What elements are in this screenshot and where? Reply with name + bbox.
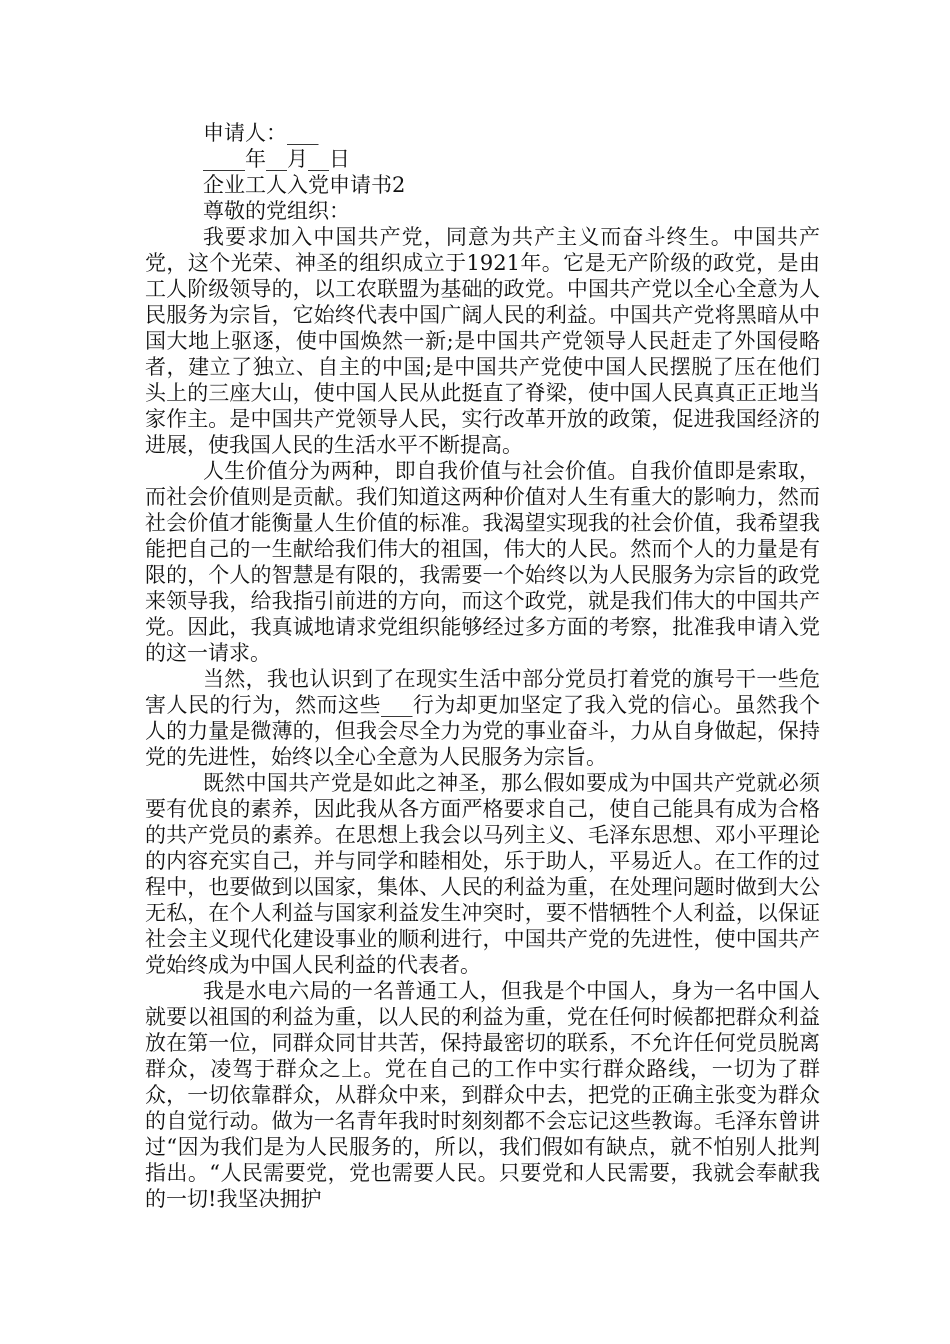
document-title: 企业工人入党申请书2 xyxy=(203,173,406,197)
paragraph-3: 当然，我也认识到了在现实生活中部分党员打着党的旗号干一些危害人民的行为，然而这些___行为却更加坚定了我入党的信心。虽然我个人的力量是微薄的，但我会尽全力为党的事业奋斗，力从自身做起，保持党的先进性，始终以全心全意为人民服务为宗旨。 xyxy=(145,667,820,769)
salutation: 尊敬的党组织： xyxy=(203,199,350,223)
paragraph-2: 人生价值分为两种，即自我价值与社会价值。自我价值即是索取，而社会价值则是贡献。我们知道这两种价值对人生有重大的影响力，然而社会价值才能衡量人生价值的标准。我渴望实现我的社会价值，我希望我能把自己的一生献给我们伟大的祖国，伟大的人民。然而个人的力量是有限的，个人的智慧是有限的，我需要一个始终以为人民服务为宗旨的政党来领导我，给我指引前进的方向，而这个政党，就是我们伟大的中国共产党。因此，我真诚地请求党组织能够经过多方面的考察，批准我申请入党的这一请求。 xyxy=(145,459,820,665)
applicant-line: 申请人：___ xyxy=(203,121,319,145)
paragraph-4: 既然中国共产党是如此之神圣，那么假如要成为中国共产党就必须要有优良的素养，因此我从各方面严格要求自己，使自己能具有成为合格的共产党员的素养。在思想上我会以马列主义、毛泽东思想、邓小平理论的内容充实自己，并与同学和睦相处，乐于助人，平易近人。在工作的过程中，也要做到以国家，集体、人民的利益为重，在处理问题时做到大公无私，在个人利益与国家利益发生冲突时，要不惜牺牲个人利益，以保证社会主义现代化建设事业的顺利进行，中国共产党的先进性，使中国共产党始终成为中国人民利益的代表者。 xyxy=(145,771,820,977)
paragraph-1: 我要求加入中国共产党，同意为共产主义而奋斗终生。中国共产党，这个光荣、神圣的组织成立于1921年。它是无产阶级的政党，是由工人阶级领导的，以工农联盟为基础的政党。中国共产党以全心全意为人民服务为宗旨，它始终代表中国广阔人民的利益。中国共产党将黑暗从中国大地上驱逐，使中国焕然一新;是中国共产党领导人民赶走了外国侵略者，建立了独立、自主的中国;是中国共产党使中国人民摆脱了压在他们头上的三座大山，使中国人民从此挺直了脊梁，使中国人民真真正正地当家作主。是中国共产党领导人民，实行改革开放的政策，促进我国经济的进展，使我国人民的生活水平不断提高。 xyxy=(145,225,820,457)
date-line: ____年__月__日 xyxy=(203,147,350,171)
paragraph-5: 我是水电六局的一名普通工人，但我是个中国人，身为一名中国人就要以祖国的利益为重，以人民的利益为重，党在任何时候都把群众利益放在第一位，同群众同甘共苦，保持最密切的联系，不允许任何党员脱离群众，凌驾于群众之上。党在自己的工作中实行群众路线，一切为了群众，一切依靠群众，从群众中来，到群众中去，把党的正确主张变为群众的自觉行动。做为一名青年我时时刻刻都不会忘记这些教诲。毛泽东曾讲过“因为我们是为人民服务的，所以，我们假如有缺点，就不怕别人批判指出。“人民需要党，党也需要人民。只要党和人民需要，我就会奉献我的一切!我坚决拥护 xyxy=(145,979,820,1211)
document-body xyxy=(145,120,820,1212)
